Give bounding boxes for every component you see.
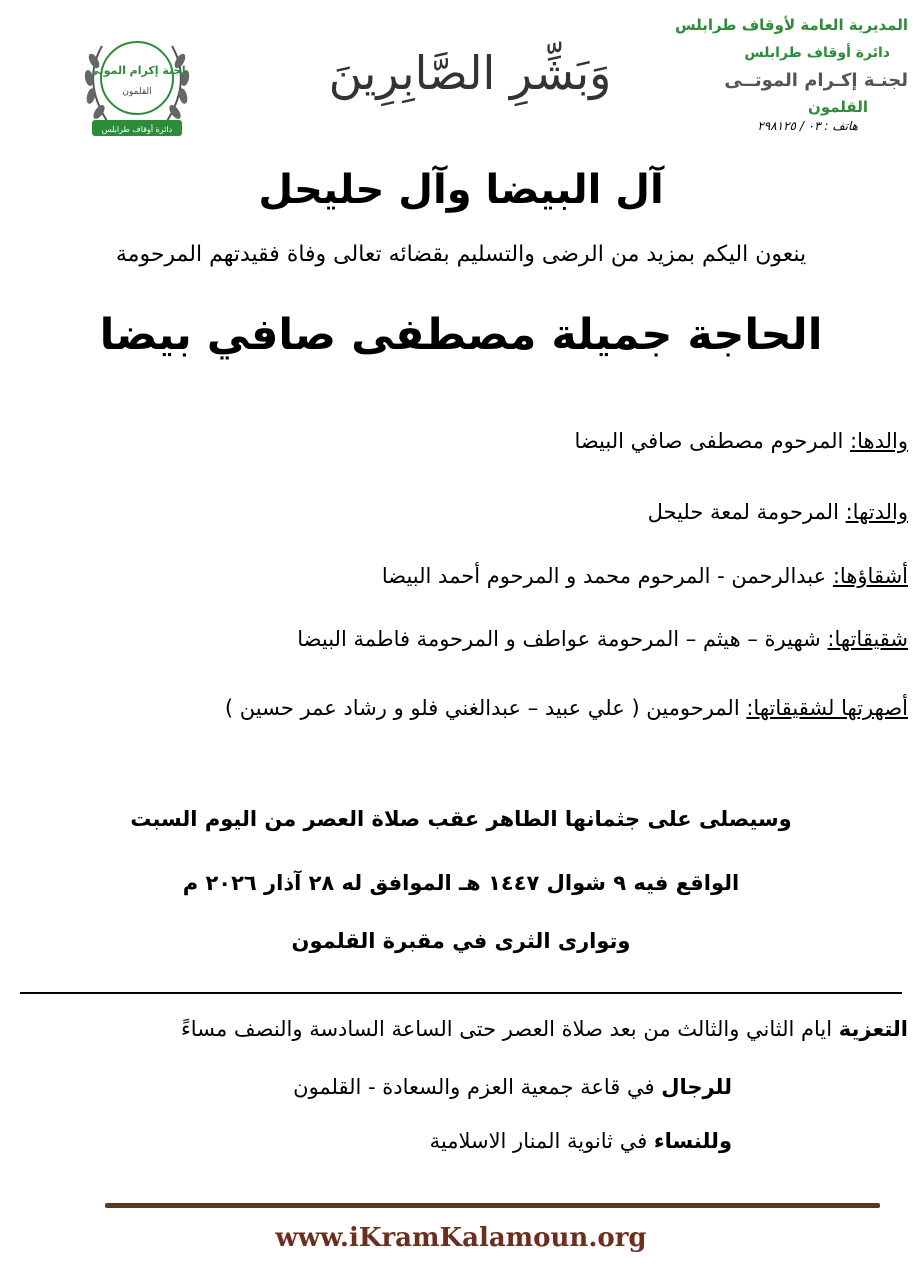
condolence-men xyxy=(32,1070,732,1104)
condolence-women xyxy=(32,1124,732,1158)
men-label: للرجال xyxy=(661,1075,732,1099)
org-department: دائرة أوقاف طرابلس xyxy=(744,45,890,61)
condolence-label: التعزية xyxy=(838,1017,908,1041)
website-link[interactable]: www.iKramKalamoun.org xyxy=(275,1223,647,1253)
phone-value: ٠٣ / ٢٩٨١٢٥ xyxy=(757,119,821,133)
relative-value: المرحومين ( علي عبيد – عبدالغني فلو و رشاد عمر حسين ) xyxy=(224,696,747,720)
family-title: آل البيضا وآل حليحل xyxy=(258,167,664,213)
relative-label: شقيقاتها: xyxy=(827,627,908,651)
org-town: القلمون xyxy=(808,98,868,116)
footer-bar xyxy=(105,1203,880,1208)
men-location: في قاعة جمعية العزم والسعادة - القلمون xyxy=(293,1075,662,1099)
announcement-intro: ينعون اليكم بمزيد من الرضى والتسليم بقضائه تعالى وفاة فقيدتهم المرحومة xyxy=(115,242,807,267)
deceased-name: الحاجة جميلة مصطفى صافي بيضا xyxy=(99,310,823,360)
relative-sisters xyxy=(18,623,908,655)
org-phone xyxy=(628,118,858,134)
prayer-line-2: الواقع فيه ٩ شوال ١٤٤٧ هـ الموافق له ٢٨ آذار ٢٠٢٦ م xyxy=(182,871,740,895)
laurel-logo-icon xyxy=(72,16,202,146)
phone-label: هاتف : xyxy=(824,119,858,133)
quran-calligraphy xyxy=(320,18,620,128)
women-location: في ثانوية المنار الاسلامية xyxy=(429,1129,654,1153)
organization-header xyxy=(628,14,908,134)
calligraphy-text: وَبَشِّرِ الصَّابِرِينَ xyxy=(328,46,612,100)
logo-title: لجنة إكرام الموتى xyxy=(88,64,186,77)
relative-value: عبدالرحمن - المرحوم محمد و المرحوم أحمد البيضا xyxy=(381,564,833,588)
relative-label: والدها: xyxy=(850,429,908,453)
relative-value: شهيرة – هيثم – المرحومة عواطف و المرحومة فاطمة البيضا xyxy=(297,627,828,651)
logo-subtitle: القلمون xyxy=(122,87,152,97)
org-directorate: المديرية العامة لأوقاف طرابلس xyxy=(674,16,908,34)
relative-value: المرحوم مصطفى صافي البيضا xyxy=(574,429,851,453)
relative-in-laws xyxy=(18,692,908,724)
committee-logo xyxy=(72,16,202,146)
condolence-days xyxy=(18,1012,908,1046)
prayer-line-1: وسيصلى على جثمانها الطاهر عقب صلاة العصر من اليوم السبت xyxy=(130,807,792,831)
relative-label: والدتها: xyxy=(845,500,908,524)
relative-father xyxy=(18,425,908,457)
relative-mother xyxy=(18,496,908,528)
relative-label: أصهرتها لشقيقاتها: xyxy=(746,696,908,720)
logo-ribbon: دائرة أوقاف طرابلس xyxy=(101,125,173,134)
relative-label: أشقاؤها: xyxy=(832,564,908,588)
relative-value: المرحومة لمعة حليحل xyxy=(647,500,846,524)
women-label: وللنساء xyxy=(653,1129,732,1153)
prayer-line-3: وتوارى الثرى في مقبرة القلمون xyxy=(291,929,631,953)
condolence-days-text: ايام الثاني والثالث من بعد صلاة العصر حتى الساعة السادسة والنصف مساءً xyxy=(180,1017,839,1041)
org-committee: لجنـة إكـرام الموتــى xyxy=(724,70,908,91)
relative-brothers xyxy=(18,560,908,592)
section-divider xyxy=(20,992,902,994)
